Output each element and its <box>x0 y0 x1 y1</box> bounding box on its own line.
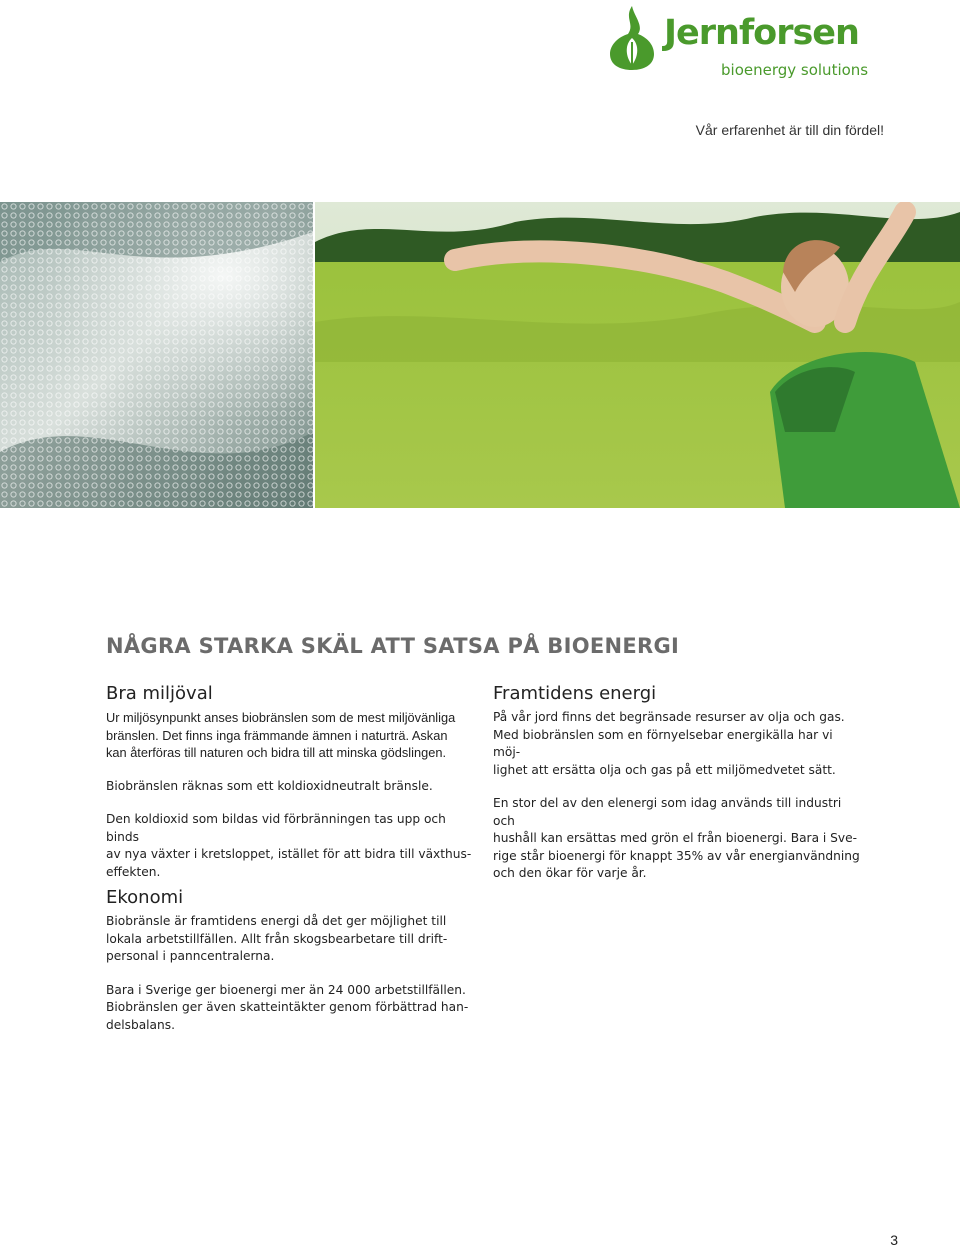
brand-name: Jernforsen <box>664 13 859 53</box>
brand-logo <box>600 2 880 88</box>
section-title: Ekonomi <box>106 887 184 908</box>
section-paragraph: På vår jord finns det begränsade resurser av olja och gas. Med biobränslen som en förnyelsebar energikälla har vi möj- lighet att ersätta olja och gas på ett miljömedvetet sätt. <box>493 710 845 777</box>
water-bubbles-photo <box>0 202 313 508</box>
page-heading: NÅGRA STARKA SKÄL ATT SATSA PÅ BIOENERGI <box>106 634 680 658</box>
meadow-woman-photo <box>315 202 960 508</box>
section-title: Bra miljöval <box>106 683 213 704</box>
slogan: Vår erfarenhet är till din fördel! <box>695 122 884 138</box>
section-paragraph: En stor del av den elenergi som idag används till industri och hushåll kan ersättas med grön el från bioenergi. Bara i Sve- rige står bioenergi för knappt 35% av vår energianvändning och den ökar för varje år. <box>493 796 860 880</box>
section-paragraph: Den koldioxid som bildas vid förbränningen tas upp och binds av nya växter i kretsloppet, istället för att bidra till växthus- effekten. <box>106 812 472 879</box>
section-bra-miljoval <box>106 682 476 897</box>
page-number: 3 <box>890 1232 898 1248</box>
section-framtidens-energi <box>493 682 863 899</box>
brand-tagline: bioenergy solutions <box>721 61 869 79</box>
section-paragraph: Biobränsle är framtidens energi då det ger möjlighet till lokala arbetstillfällen. Allt från skogsbearbetare till drift- personal i panncentralerna. <box>106 914 448 963</box>
section-paragraph: Biobränslen räknas som ett koldioxidneutralt bränsle. <box>106 778 433 793</box>
section-paragraph: Ur miljösynpunkt anses biobränslen som de mest miljövänliga bränslen. Det finns inga främmande ämnen i naturträ. Askan kan återföras till naturen och bidra till att minska gödslingen. <box>106 710 456 760</box>
flame-leaf-icon <box>604 4 660 72</box>
section-ekonomi <box>106 886 476 1050</box>
section-paragraph: Bara i Sverige ger bioenergi mer än 24 000 arbetstillfällen. Biobränslen ger även skatteintäkter genom förbättrad han- delsbalans. <box>106 982 469 1032</box>
section-title: Framtidens energi <box>493 683 657 704</box>
